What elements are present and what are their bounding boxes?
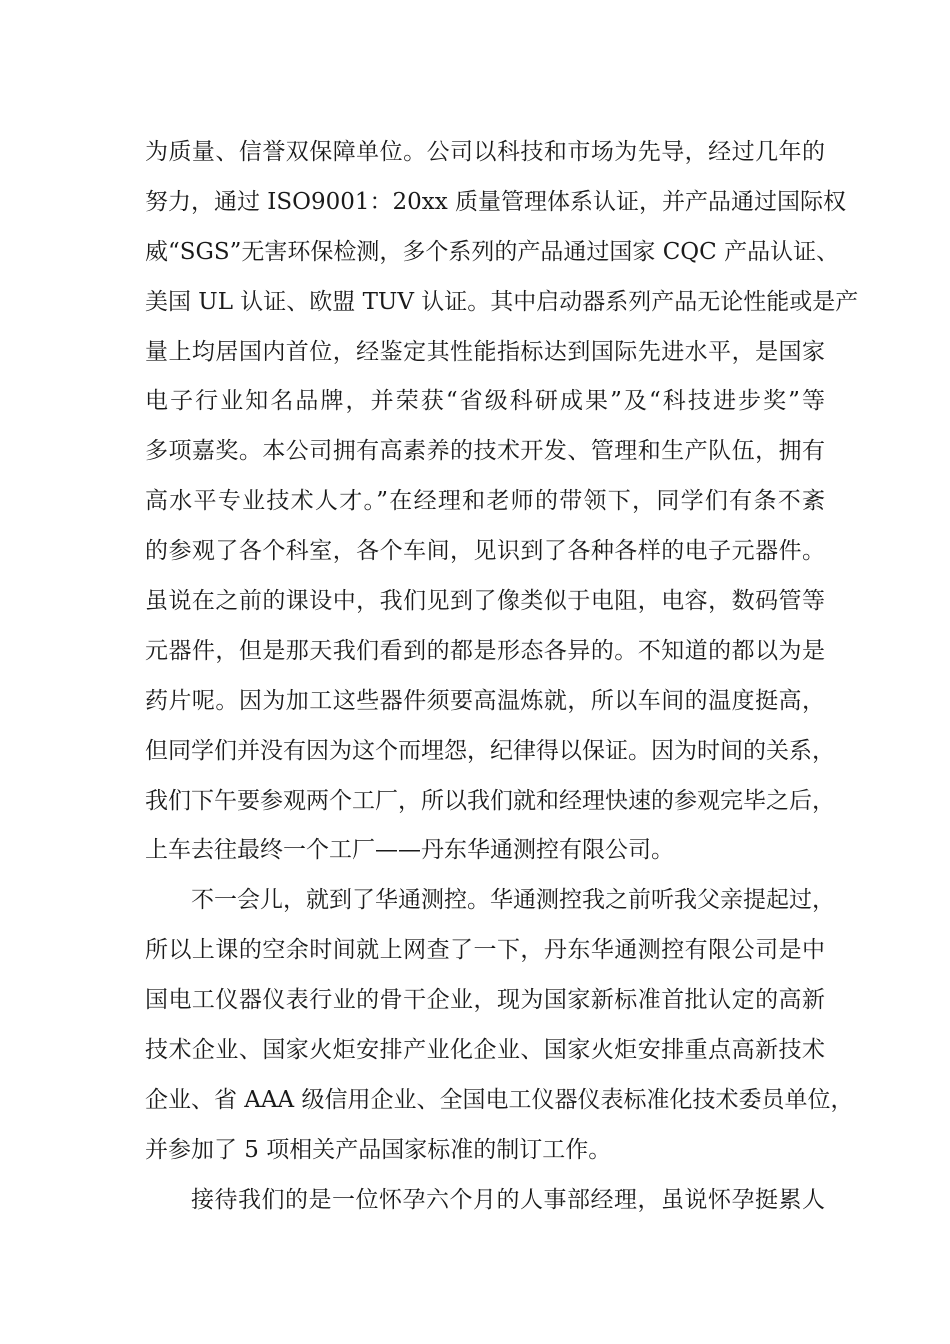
body-text-line: 国电工仪器仪表行业的骨干企业，现为国家新标准首批认定的高新 [145, 987, 825, 1014]
body-text-line: 我们下午要参观两个工厂，所以我们就和经理快速的参观完毕之后， [145, 787, 835, 814]
body-text-line: 量上均居国内首位，经鉴定其性能指标达到国际先进水平，是国家 [145, 338, 825, 365]
body-text-line: 为质量、信誉双保障单位。公司以科技和市场为先导，经过几年的 [145, 139, 825, 165]
body-text-line: 药片呢。因为加工这些器件须要高温炼就，所以车间的温度挺高， [145, 687, 825, 714]
body-text-line: 虽说在之前的课设中，我们见到了像类似于电阻，电容，数码管等 [145, 588, 825, 615]
body-text-line: 高水平专业技术人才。”在经理和老师的带领下，同学们有条不紊 [145, 488, 825, 515]
body-text-line: 技术企业、国家火炬安排产业化企业、国家火炬安排重点高新技术 [145, 1037, 825, 1064]
body-text-line: 企业、省 AAA 级信用企业、全国电工仪器仪表标准化技术委员单位， [145, 1086, 854, 1113]
body-text-line: 威“SGS”无害环保检测，多个系列的产品通过国家 CQC 产品认证、 [145, 238, 840, 265]
body-text-line: 但同学们并没有因为这个而埋怨，纪律得以保证。因为时间的关系， [145, 737, 835, 764]
document-body [145, 132, 859, 1230]
body-text-line: 上车去往最终一个工厂——丹东华通测控有限公司。 [145, 837, 674, 864]
body-text-line: 努力，通过 ISO9001：20xx 质量管理体系认证，并产品通过国际权 [145, 188, 847, 215]
body-text-line: 多项嘉奖。本公司拥有高素养的技术开发、管理和生产队伍，拥有 [145, 438, 825, 465]
body-text-line: 的参观了各个科室，各个车间，见识到了各种各样的电子元器件。 [145, 538, 825, 565]
body-text-line: 所以上课的空余时间就上网查了一下，丹东华通测控有限公司是中 [145, 937, 825, 964]
body-text-line: 并参加了 5 项相关产品国家标准的制订工作。 [145, 1136, 612, 1163]
body-text-line: 电子行业知名品牌，并荣获“省级科研成果”及“科技进步奖”等 [145, 388, 825, 415]
body-text-line: 不一会儿，就到了华通测控。华通测控我之前听我父亲提起过， [191, 887, 835, 914]
body-text-line: 接待我们的是一位怀孕六个月的人事部经理，虽说怀孕挺累人 [191, 1186, 825, 1213]
body-text-line: 元器件，但是那天我们看到的都是形态各异的。不知道的都以为是 [145, 637, 825, 664]
body-text-line: 美国 UL 认证、欧盟 TUV 认证。其中启动器系列产品无论性能或是产 [145, 288, 859, 315]
